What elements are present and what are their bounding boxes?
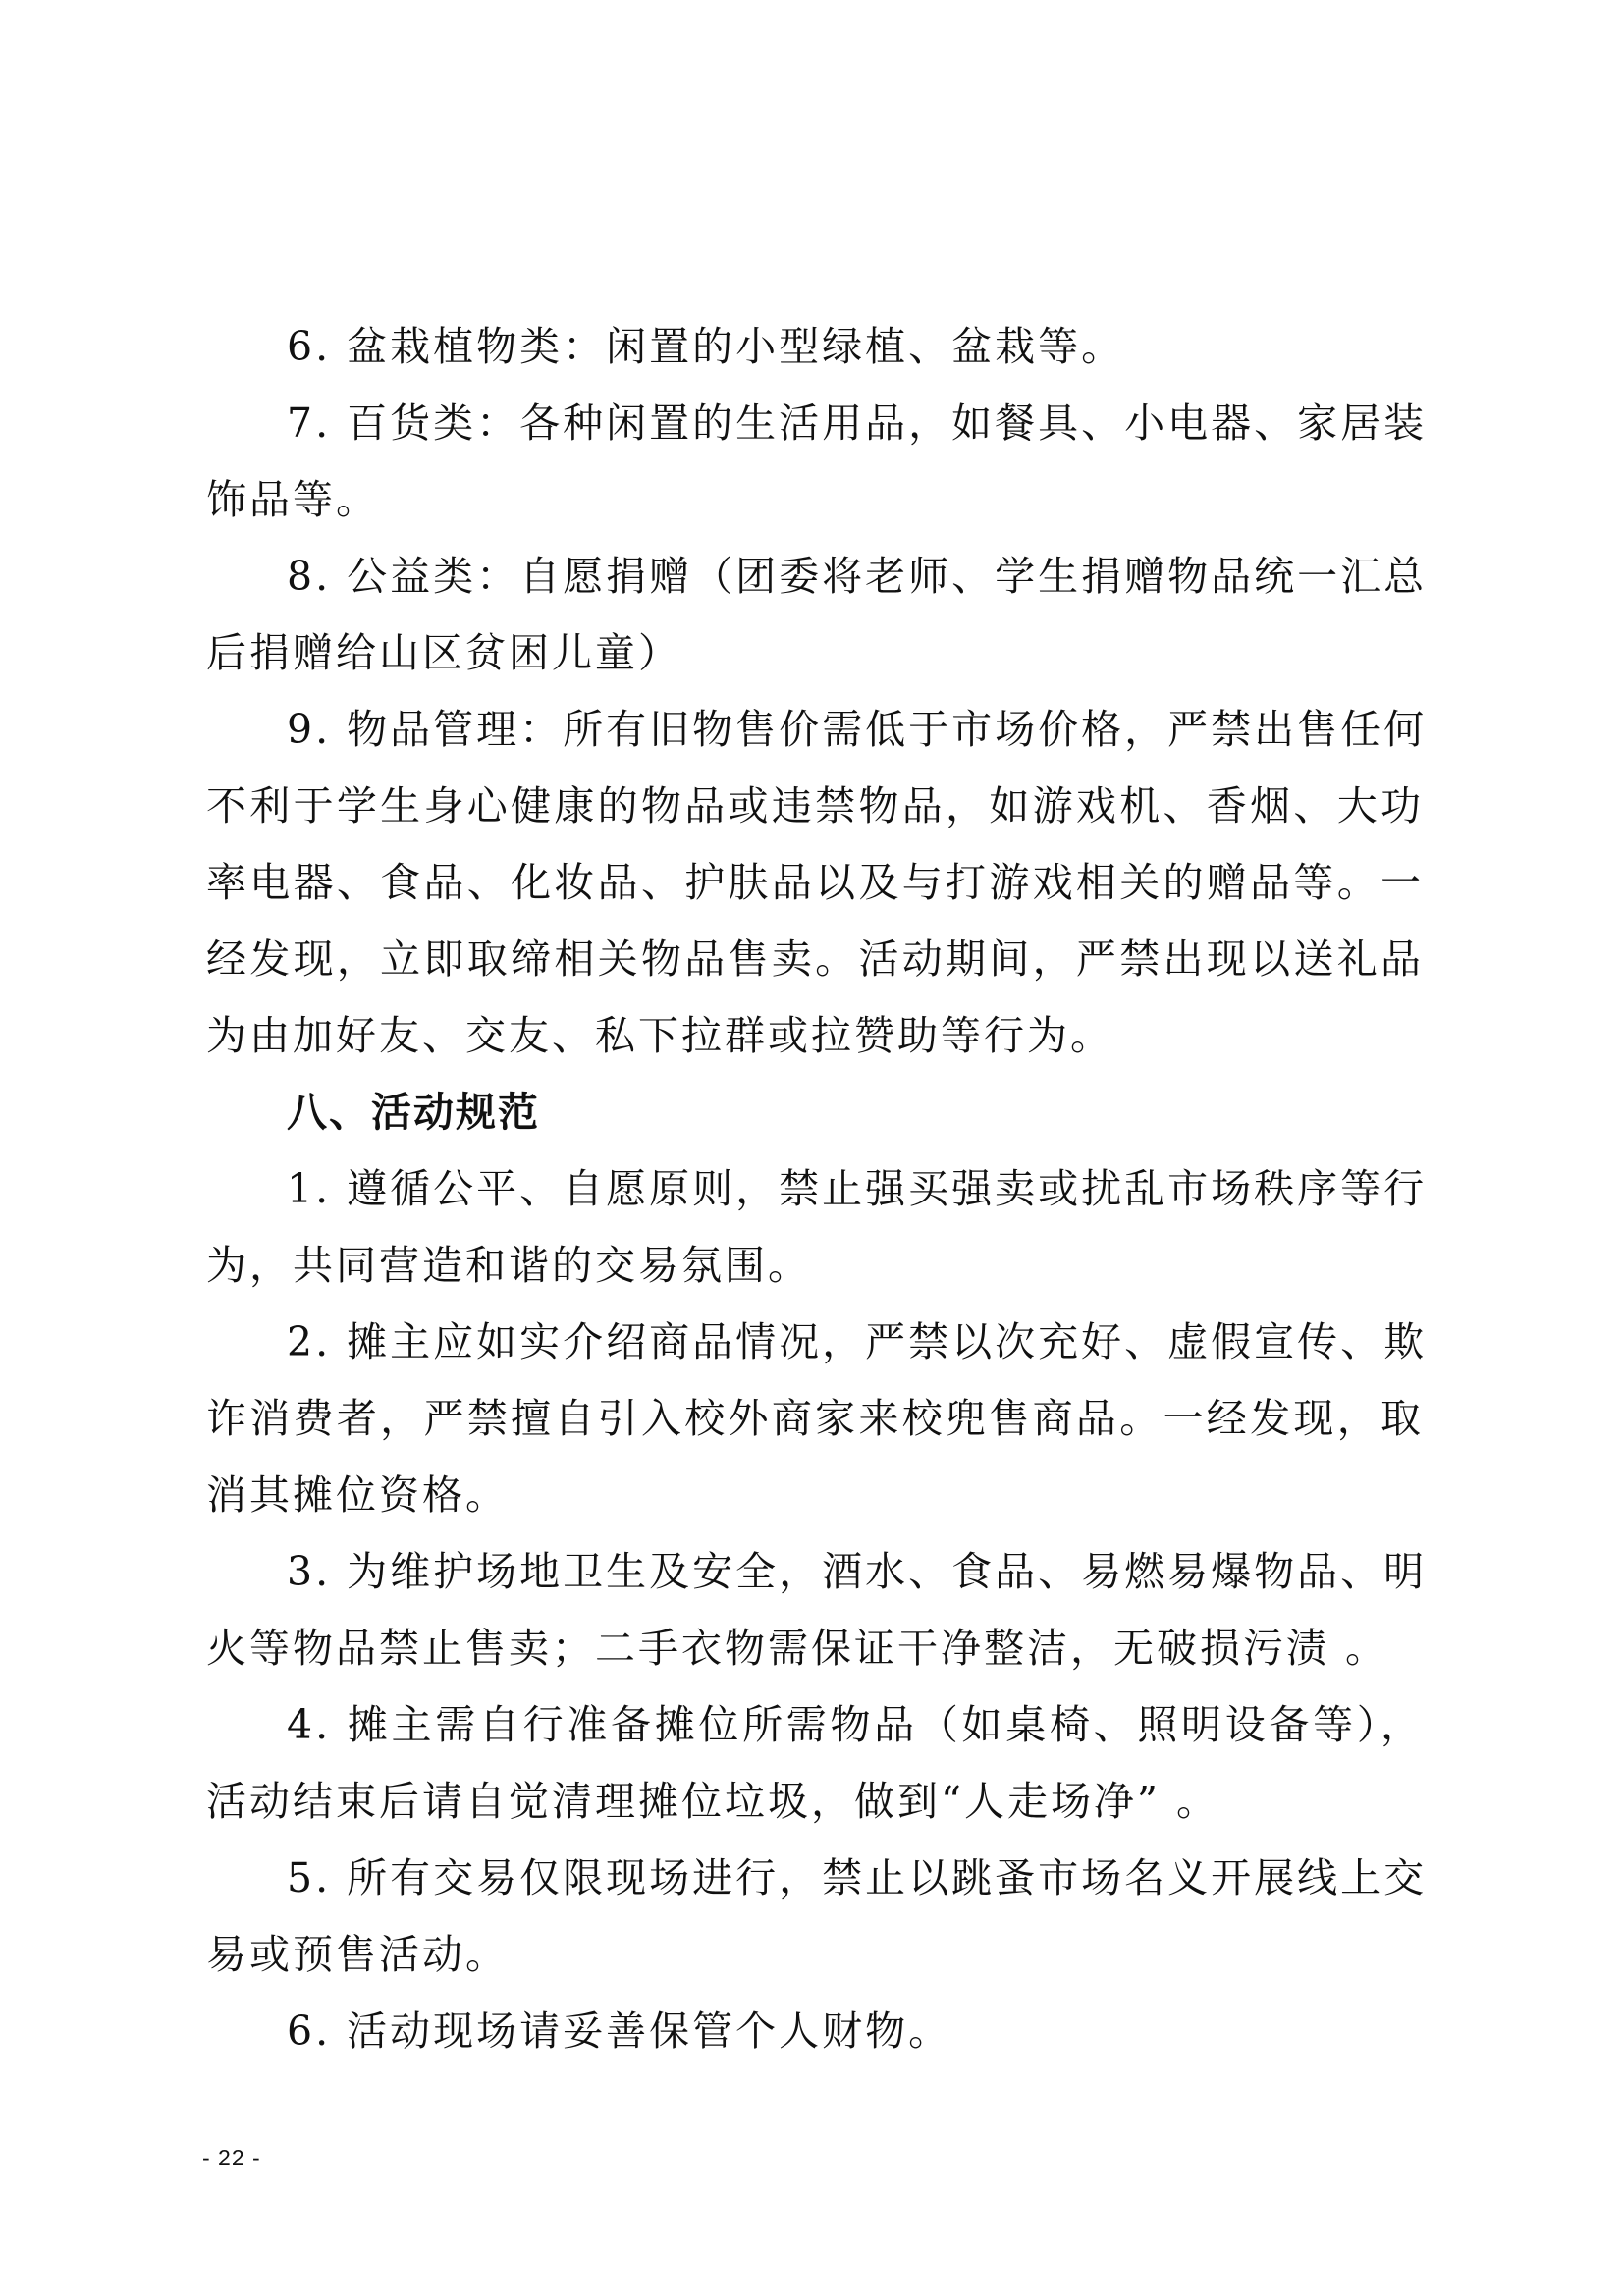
- rule-2-line-2: 诈消费者，严禁擅自引入校外商家来校兜售商品。一经发现，取: [206, 1395, 1424, 1442]
- item-9-goods-management-line-3: 率电器、食品、化妆品、护肤品以及与打游戏相关的赠品等。一: [206, 859, 1424, 906]
- rule-5-line-2: 易或预售活动。: [206, 1931, 509, 1978]
- page-number: - 22 -: [202, 2145, 261, 2170]
- item-6-potted-plants: 6. 盆栽植物类：闲置的小型绿植、盆栽等。: [287, 323, 1125, 370]
- rule-1-line-1: 1. 遵循公平、自愿原则，禁止强买强卖或扰乱市场秩序等行: [287, 1165, 1428, 1212]
- item-7-daily-goods-line-1: 7. 百货类：各种闲置的生活用品，如餐具、小电器、家居装: [287, 400, 1428, 447]
- section-heading-activity-rules: 八、活动规范: [287, 1089, 540, 1136]
- item-9-goods-management-line-4: 经发现，立即取缔相关物品售卖。活动期间，严禁出现以送礼品: [206, 935, 1424, 983]
- item-8-charity-line-2: 后捐赠给山区贫困儿童）: [206, 629, 681, 676]
- rule-3-line-1: 3. 为维护场地卫生及安全，酒水、食品、易燃易爆物品、明: [287, 1548, 1428, 1595]
- rule-1-line-2: 为，共同营造和谐的交易氛围。: [206, 1242, 811, 1289]
- rule-4-line-1: 4. 摊主需自行准备摊位所需物品（如桌椅、照明设备等），: [287, 1701, 1424, 1748]
- rule-2-line-3: 消其摊位资格。: [206, 1471, 509, 1519]
- item-8-charity-line-1: 8. 公益类：自愿捐赠（团委将老师、学生捐赠物品统一汇总: [287, 553, 1428, 600]
- rule-6: 6. 活动现场请妥善保管个人财物。: [287, 2007, 952, 2055]
- rule-4-line-2: 活动结束后请自觉清理摊位垃圾，做到“人走场净” 。: [206, 1778, 1219, 1825]
- item-9-goods-management-line-1: 9. 物品管理：所有旧物售价需低于市场价格，严禁出售任何: [287, 706, 1428, 753]
- item-9-goods-management-line-2: 不利于学生身心健康的物品或违禁物品，如游戏机、香烟、大功: [206, 782, 1424, 829]
- rule-3-line-2: 火等物品禁止售卖；二手衣物需保证干净整洁，无破损污渍 。: [206, 1625, 1389, 1672]
- rule-5-line-1: 5. 所有交易仅限现场进行，禁止以跳蚤市场名义开展线上交: [287, 1854, 1428, 1901]
- rule-2-line-1: 2. 摊主应如实介绍商品情况，严禁以次充好、虚假宣传、欺: [287, 1318, 1428, 1365]
- item-9-goods-management-line-5: 为由加好友、交友、私下拉群或拉赞助等行为。: [206, 1012, 1113, 1059]
- item-7-daily-goods-line-2: 饰品等。: [206, 476, 379, 523]
